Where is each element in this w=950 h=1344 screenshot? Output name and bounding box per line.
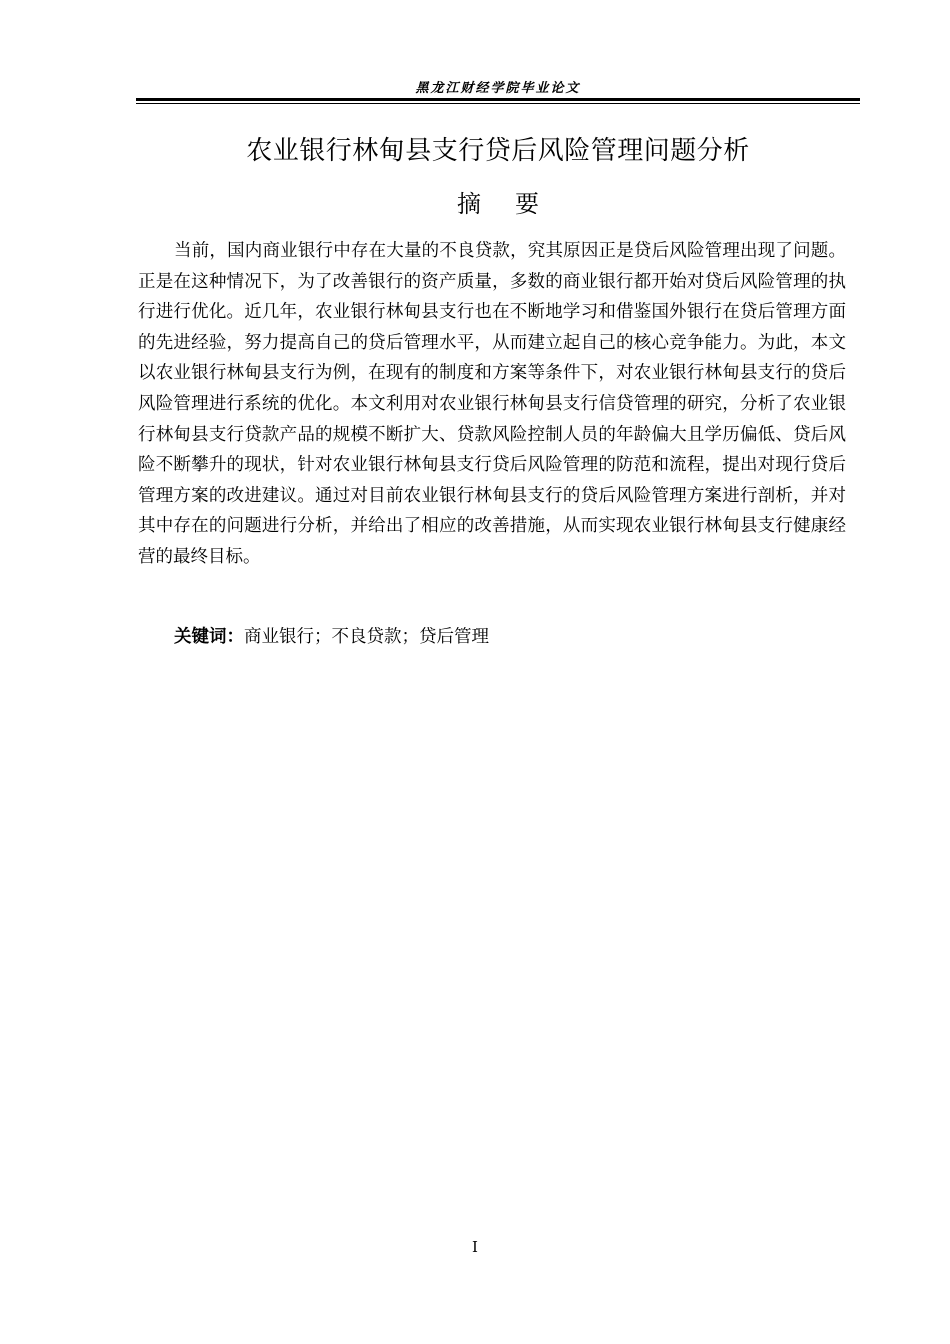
abstract-heading: 摘要 <box>457 190 573 218</box>
paper-title: 农业银行林甸县支行贷后风险管理问题分析 <box>246 136 750 166</box>
keywords-label: 关键词： <box>174 627 244 647</box>
keywords-value: 商业银行；不良贷款；贷后管理 <box>244 627 489 647</box>
header-rule-thin <box>136 103 860 104</box>
header-rule-thick <box>136 98 860 101</box>
abstract-body: 当前，国内商业银行中存在大量的不良贷款，究其原因正是贷后风险管理出现了问题。正是在这种情况下，为了改善银行的资产质量，多数的商业银行都开始对贷后风险管理的执行进行优化。近几年，农业银行林甸县支行也在不断地学习和借鉴国外银行在贷后管理方面的先进经验，努力提高自己的贷后管理水平，从而建立起自己的核心竞争能力。为此，本文以农业银行林甸县支行为例，在现有的制度和方案等条件下，对农业银行林甸县支行的贷后风险管理进行系统的优化。本文利用对农业银行林甸县支行信贷管理的研究，分析了农业银行林甸县支行贷款产品的规模不断扩大、贷款风险控制人员的年龄偏大且学历偏低、贷后风险不断攀升的现状，针对农业银行林甸县支行贷后风险管理的防范和流程，提出对现行贷后管理方案的改进建议。通过对目前农业银行林甸县支行的贷后风险管理方案进行剖析，并对其中存在的问题进行分析，并给出了相应的改善措施，从而实现农业银行林甸县支行健康经营的最终目标。 <box>138 241 846 567</box>
keywords-line <box>174 622 489 652</box>
running-header: 黑龙江财经学院毕业论文 <box>415 81 581 96</box>
page-number: I <box>472 1238 478 1256</box>
